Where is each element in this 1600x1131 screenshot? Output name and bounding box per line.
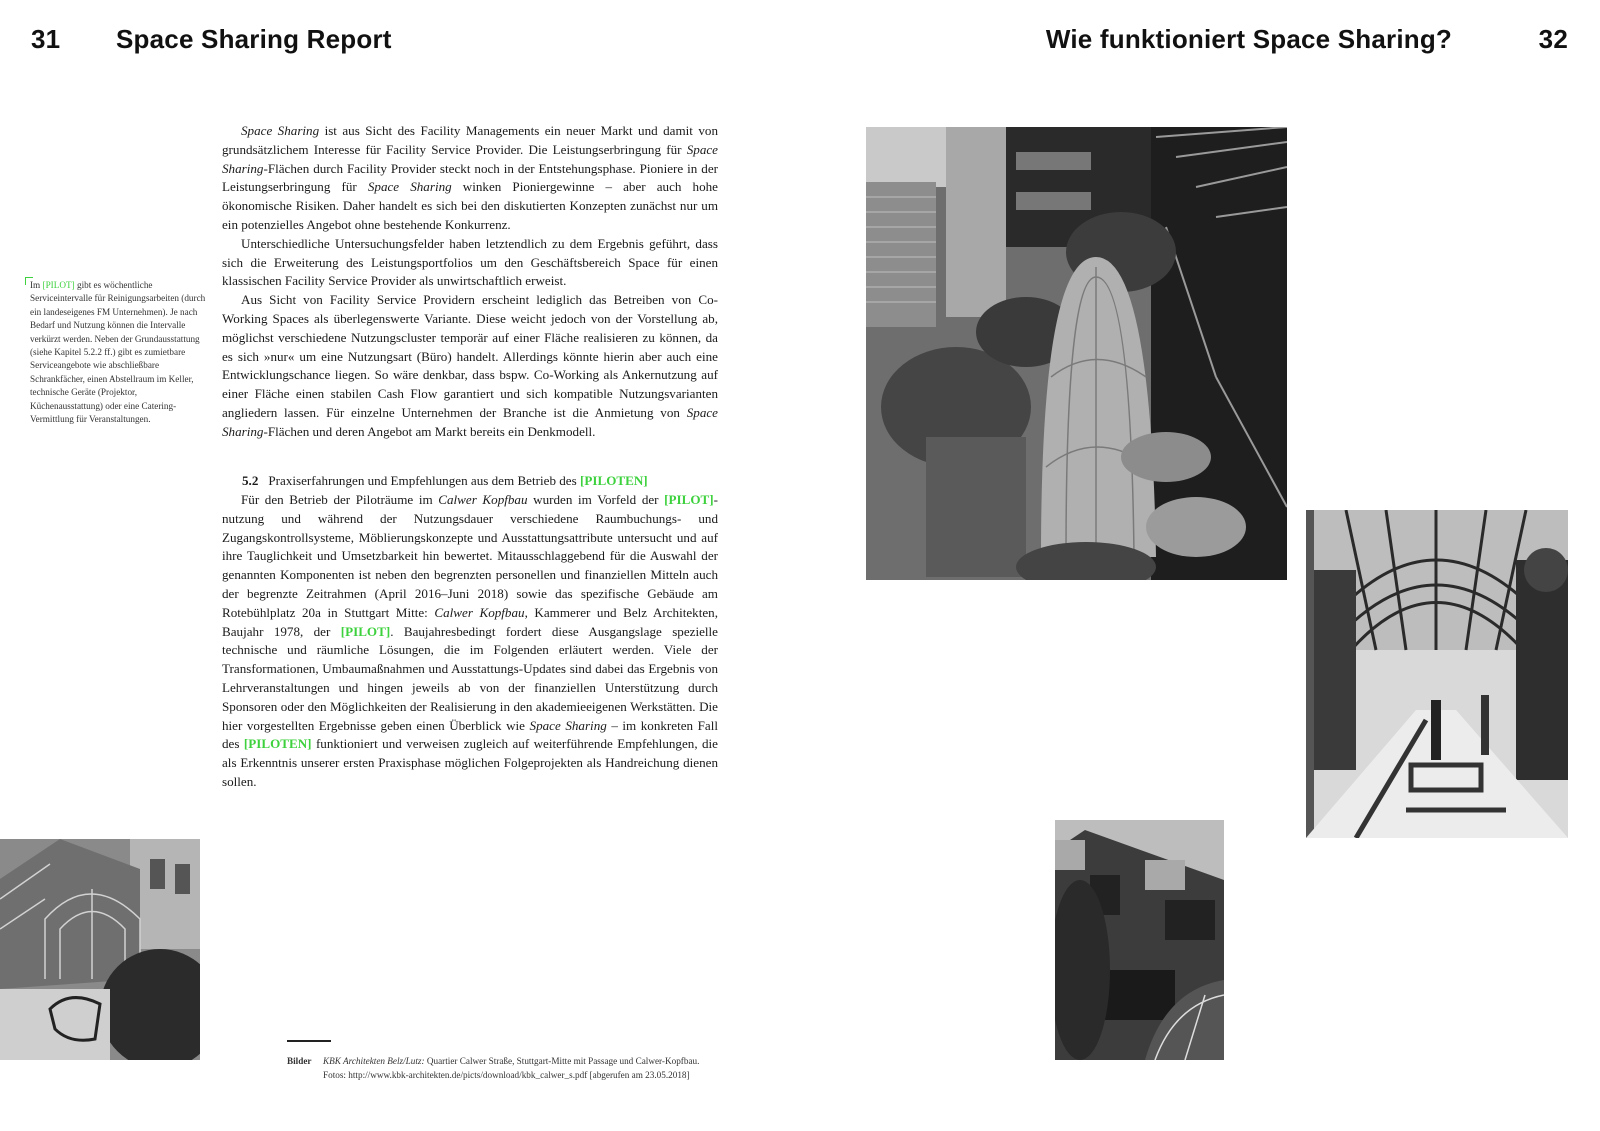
text: – im konkreten Fall des xyxy=(222,717,718,752)
section-number: 5.2 xyxy=(242,473,259,488)
italic-term: Space Sharing xyxy=(222,141,718,176)
right-page-title: Wie funktioniert Space Sharing? xyxy=(1045,24,1452,54)
caption-rule xyxy=(287,1040,331,1042)
text: Für den Betrieb der Piloträume im xyxy=(241,492,439,507)
text: -Flächen und deren Angebot am Markt bereits ein Denkmodell. xyxy=(263,423,596,439)
text: , Kammerer und Belz Architekten, Baujahr 1978, der xyxy=(222,604,718,639)
section-body xyxy=(222,491,718,792)
text: funktioniert und verweisen zugleich auf weiterführende Empfehlungen, die als Erkenntnis unserer ersten Praxisphase möglichen Folgeprojekten als Handreichung dienen sollen. xyxy=(222,736,718,789)
paragraph-1 xyxy=(222,122,718,235)
left-page-number: 31 xyxy=(31,24,61,54)
italic-term: Space Sharing xyxy=(222,404,718,439)
text: Aus Sicht von Facility Service Providern erscheint lediglich das Betreiben von Co-Working Spaces als überlegenswerte Variante. Diese weicht jedoch von der Vorstellung ab, möglichst verschiedene Nutzungscluster temporär auf einer Fläche realisieren zu können, da es sich »nur« um eine Nutzungsart (Büro) handelt. Allerdings könnte hierin aber auch eine Entwicklungschance liegen. So wäre denkbar, dass bspw. Co-Working als Ankernutzung auf einer Fläche einen stabilen Cash Flow garantiert und sich kompatible Nutzungsvarianten angliedern lassen. Für einzelne Unternehmen der Branche ist die Anmietung von xyxy=(222,292,718,420)
italic-term: Space Sharing xyxy=(367,179,452,195)
piloten-tag: [PILOTEN] xyxy=(243,736,312,752)
text: -Flächen durch Facility Provider steckt noch in der Entstehungsphase. Pioniere in der Leistungserbringung für xyxy=(222,160,718,195)
photo-arcade xyxy=(1306,510,1568,838)
pilot-tag: [PILOT] xyxy=(340,623,391,639)
text: wurden im Vorfeld der xyxy=(527,492,665,507)
paragraph-3 xyxy=(222,291,718,441)
caption-text: Quartier Calwer Straße, Stuttgart-Mitte mit Passage und Calwer-Kopfbau. xyxy=(424,1056,700,1066)
note-text: Im xyxy=(30,280,43,290)
section-heading xyxy=(242,472,648,490)
intro-text xyxy=(222,122,718,442)
text: winken Pioniergewinne – aber auch hohe ökonomische Risiken. Daher handelt es sich bei den diskutierten Konzepten zunächst nur um ein potenzielles Angebot ohne bestehende Konkurrenz. xyxy=(222,179,718,232)
photo-aerial-passage xyxy=(866,127,1287,580)
text: -nutzung und während der Nutzungsdauer verschiedene Raumbuchungs- und Zugangskontrollsysteme, Möblierungskonzepte und Ausstattungsattribute untersucht und auf ihre Tauglichkeit und Umsetzbarkeit hin bewertet. Mitausschlaggebend für die Auswahl der genannten Komponenten ist neben den begrenzten personellen und finanziellen Mitteln auch der begrenzte Zeitrahmen (April 2016–Juni 2018) sowie das spezifische Gebäude am Rotebühlplatz 20a in Stuttgart Mitte: xyxy=(222,492,718,620)
margin-note xyxy=(30,279,206,426)
caption-label: Bilder xyxy=(287,1056,312,1066)
pilot-tag: [PILOT] xyxy=(664,492,714,507)
section-title: Praxiserfahrungen und Empfehlungen aus dem Betrieb des xyxy=(268,473,580,488)
note-text: gibt es wöchentliche Serviceintervalle für Reinigungsarbeiten (durch ein landeseigenes FM Unternehmen). Je nach Bedarf und Nutzung können die Intervalle verkürzt werden. Neben der Grundausstattung (siehe Kapitel 5.2.2 ff.) gibt es zumietbare Serviceangebote wie abschließbare Schrankfächer, einen Abstellraum im Keller, technische Geräte (Projektor, Küchenausstattung) oder eine Catering-Vermittlung für Veranstaltungen. xyxy=(30,280,206,425)
paragraph-2: Unterschiedliche Untersuchungsfelder haben letztendlich zu dem Ergebnis geführt, dass sich die Erweiterung des Leistungsportfolios um den Geschäftsbereich Space für einen klassischen Facility Service Provider als unwirtschaftlich erweist. xyxy=(222,235,718,289)
left-page-title: Space Sharing Report xyxy=(116,24,392,54)
image-caption xyxy=(287,1054,699,1082)
photo-building-corner xyxy=(1055,820,1224,1060)
note-pilot-tag: [PILOT] xyxy=(42,280,75,290)
photo-glass-pavilion xyxy=(0,839,200,1060)
text: ist aus Sicht des Facility Managements ein neuer Markt und damit von grundsätzlichem Interesse für Facility Service Provider. Die Leistungserbringung für xyxy=(222,123,718,157)
caption-source: Fotos: http://www.kbk-architekten.de/picts/download/kbk_calwer_s.pdf [abgerufen am 23.05.2018] xyxy=(323,1070,690,1080)
italic-term: Space Sharing xyxy=(241,123,320,138)
caption-credit: KBK Architekten Belz/Lutz: xyxy=(323,1056,425,1066)
text: . Baujahresbedingt fordert diese Ausgangslage spezielle technische und räumliche Lösungen, die im Folgenden erläutert werden. Viele der Transformationen, Umbaumaßnahmen und Ausstattungs-Updates sind dabei das Ergebnis von Lehrveranstaltungen und hingen jeweils ab von der finanziellen Unterstützung durch Sponsoren oder den Möglichkeiten der Realisierung in den akademieeigenen Werkstätten. Die hier vorgestellten Ergebnisse geben einen Überblick wie xyxy=(222,623,718,733)
italic-term: Calwer Kopfbau xyxy=(438,492,528,507)
right-page-number: 32 xyxy=(1538,24,1568,54)
italic-term: Calwer Kopfbau xyxy=(434,604,525,620)
paragraph-4 xyxy=(222,491,718,792)
section-pilot-tag: [PILOTEN] xyxy=(580,473,648,488)
italic-term: Space Sharing xyxy=(529,717,607,733)
